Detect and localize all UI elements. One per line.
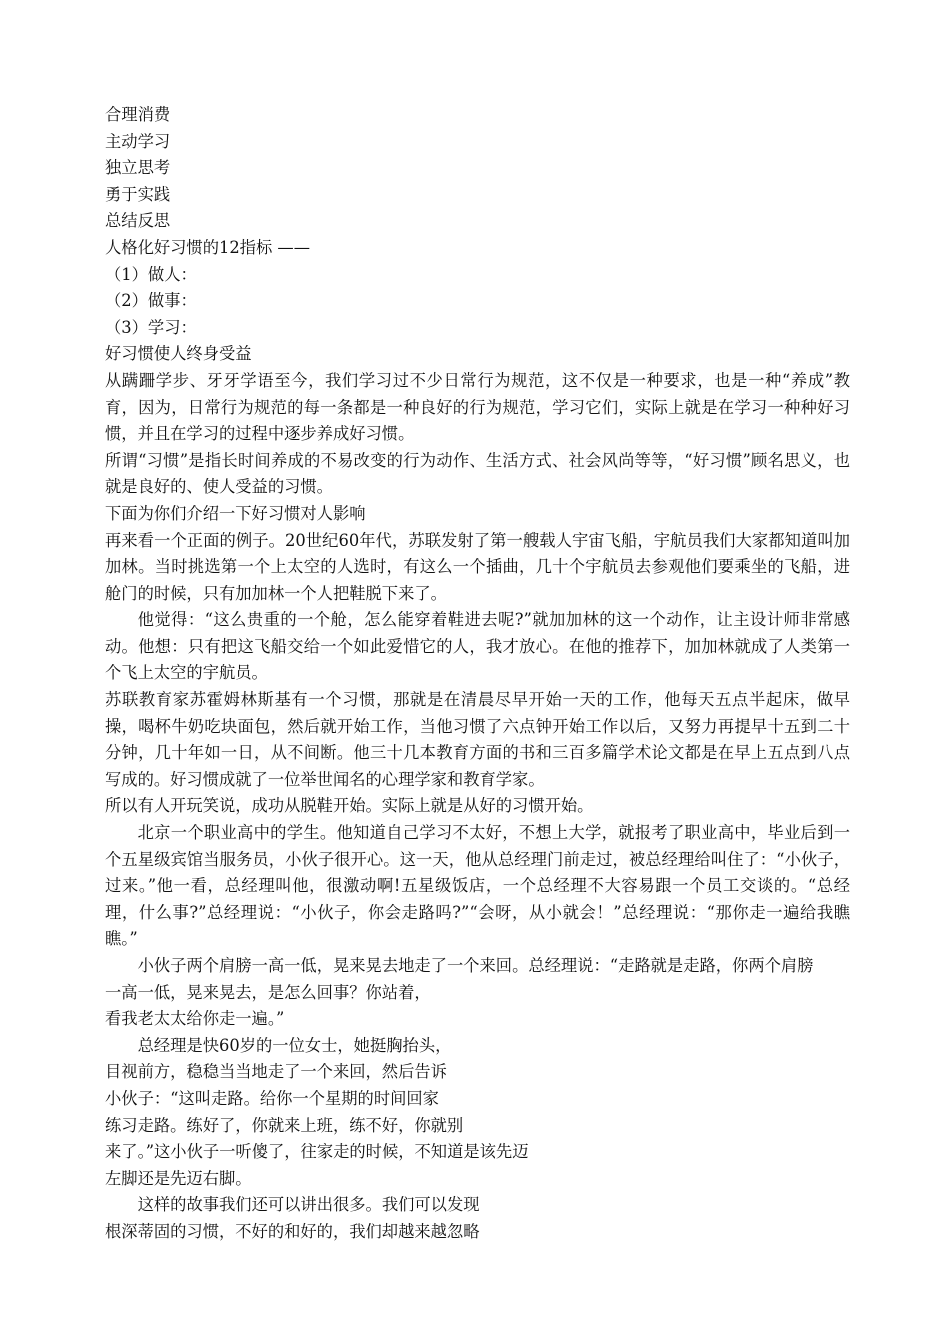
heading-line-2: 主动学习 — [105, 131, 171, 151]
walk-line-3: 看我老太太给你走一遍。” — [105, 1009, 285, 1029]
paragraph-habit-definition: 所谓“习惯”是指长时间养成的不易改变的行为动作、生活方式、社会风尚等等，“好习惯”顾名思义，也就是良好的、使人受益的习惯。 — [105, 450, 850, 497]
closing-line-1: 这样的故事我们还可以讲出很多。我们可以发现 — [137, 1195, 480, 1215]
manager-line-1: 总经理是快60岁的一位女士，她挺胸抬头， — [137, 1035, 452, 1055]
paragraph-gagarin-thought: 他觉得：“这么贵重的一个舱，怎么能穿着鞋进去呢?”就加加林的这一个动作，让主设计师非常感动。他想：只有把这飞船交给一个如此爱惜它的人，我才放心。在他的推荐下，加加林就成了人类第一个飞上太空的宇航员。 — [105, 610, 850, 683]
paragraph-sukhomlinsky: 苏联教育家苏霍姆林斯基有一个习惯，那就是在清晨尽早开始一天的工作，他每天五点半起床，做早操，喝杯牛奶吃块面包，然后就开始工作，当他习惯了六点钟开始工作以后，又努力再提早十五到二十分钟，几十年如一日，从不间断。他三十几本教育方面的书和三百多篇学术论文都是在早上五点到八点写成的。好习惯成就了一位举世闻名的心理学家和教育学家。 — [105, 690, 850, 789]
manager-line-3: 小伙子：“这叫走路。给你一个星期的时间回家 — [105, 1088, 439, 1108]
closing-line-2: 根深蒂固的习惯，不好的和好的，我们却越来越忽略 — [105, 1221, 480, 1241]
indicator-item-3: （3）学习： — [105, 317, 197, 337]
manager-line-4: 练习走路。练好了，你就来上班，练不好，你就别 — [105, 1115, 464, 1135]
walk-line-1: 小伙子两个肩膀一高一低，晃来晃去地走了一个来回。总经理说：“走路就是走路，你两个肩膀 — [137, 956, 814, 975]
indicator-item-2: （2）做事： — [105, 291, 197, 311]
indicator-item-1: （1）做人： — [105, 264, 197, 284]
paragraph-norms: 从蹒跚学步、牙牙学语至今，我们学习过不少日常行为规范，这不仅是一种要求，也是一种“养成”教育，因为，日常行为规范的每一条都是一种良好的行为规范，学习它们，实际上就是在学习一种种好习惯，并且在学习的过程中逐步养成好习惯。 — [105, 370, 850, 444]
heading-line-4: 勇于实践 — [105, 184, 171, 204]
heading-line-3: 独立思考 — [105, 158, 171, 178]
section-title: 好习惯使人终身受益 — [105, 344, 252, 364]
heading-line-1: 合理消费 — [105, 105, 171, 124]
paragraph-beijing-student: 北京一个职业高中的学生。他知道自己学习不太好，不想上大学，就报考了职业高中，毕业后到一个五星级宾馆当服务员，小伙子很开心。这一天，他从总经理门前走过，被总经理给叫住了：“小伙子，过来。”他一看，总经理叫他，很激动啊!五星级饭店，一个总经理不大容易跟一个员工交谈的。“总经理，什么事?”总经理说：“小伙子，你会走路吗?”“会呀，从小就会！”总经理说：“那你走一遍给我瞧瞧。” — [105, 823, 850, 949]
paragraph-intro: 下面为你们介绍一下好习惯对人影响 — [105, 503, 366, 523]
paragraph-gagarin: 再来看一个正面的例子。20世纪60年代，苏联发射了第一艘载人宇宙飞船，宇航员我们大家都知道叫加加林。当时挑选第一个上太空的人选时，有这么一个插曲，几十个宇航员去参观他们要乘坐的飞船，进舱门的时候，只有加加林一个人把鞋脱下来了。 — [105, 530, 850, 603]
walk-line-2: 一高一低，晃来晃去，是怎么回事？你站着， — [105, 982, 431, 1002]
paragraph-joke: 所以有人开玩笑说，成功从脱鞋开始。实际上就是从好的习惯开始。 — [105, 796, 594, 816]
indicator-title: 人格化好习惯的12指标 —— — [105, 237, 310, 257]
manager-line-2: 目视前方，稳稳当当地走了一个来回，然后告诉 — [105, 1062, 447, 1082]
heading-line-5: 总结反思 — [105, 211, 171, 231]
document-page — [105, 102, 850, 1246]
manager-line-6: 左脚还是先迈右脚。 — [105, 1168, 252, 1188]
manager-line-5: 来了。”这小伙子一听傻了，往家走的时候，不知道是该先迈 — [105, 1142, 529, 1162]
